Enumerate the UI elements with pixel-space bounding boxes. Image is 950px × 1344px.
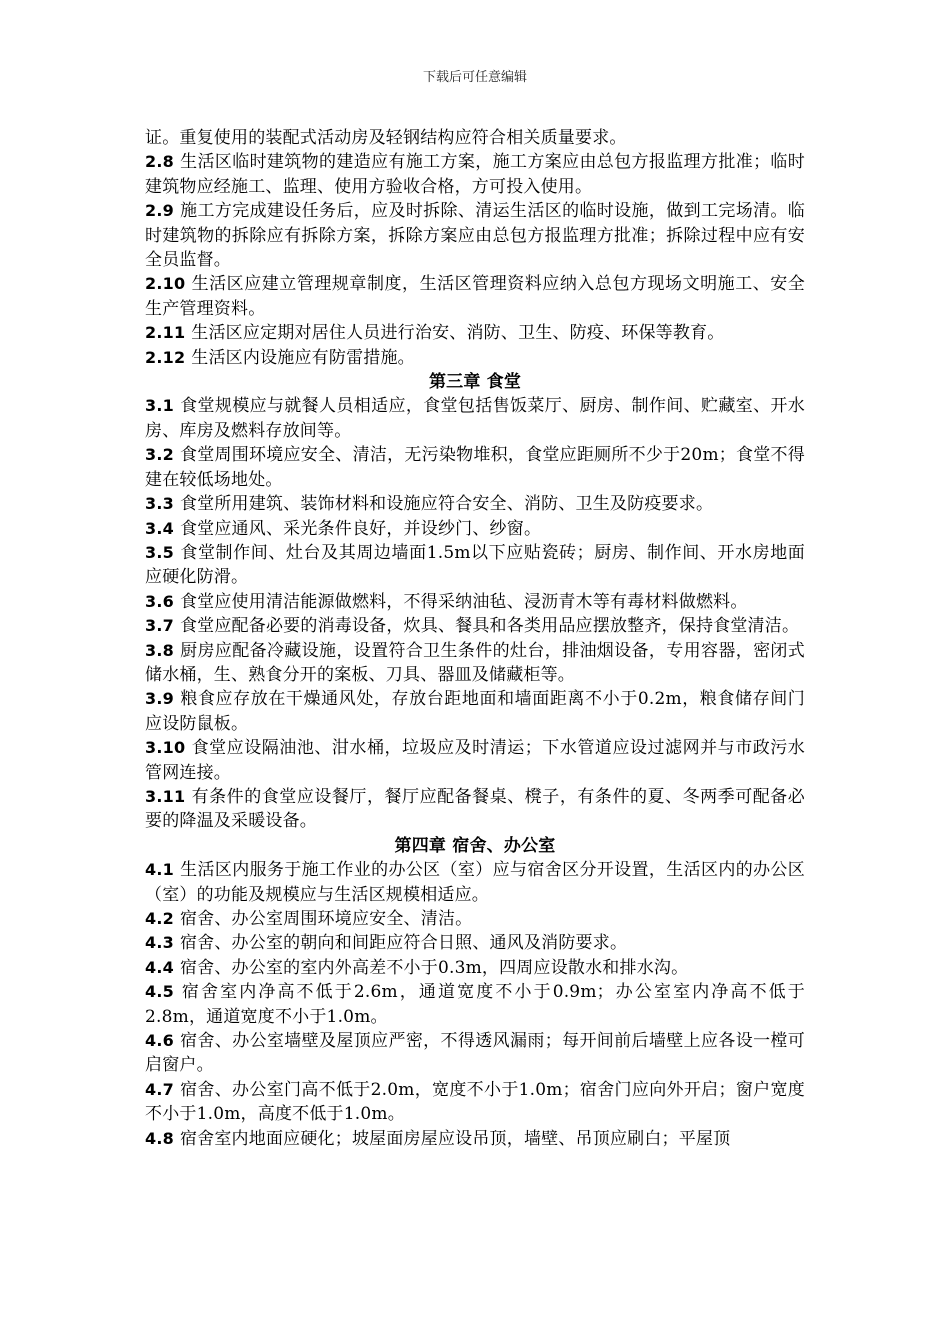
clause-paragraph xyxy=(145,394,805,443)
clause-paragraph xyxy=(145,126,805,150)
page-header: 下载后可任意编辑 xyxy=(422,70,527,85)
clause-text: 厨房应配备冷藏设施，设置符合卫生条件的灶台，排油烟设备，专用容器，密闭式储水桶，生、熟食分开的案板、刀具、器皿及储藏柜等。 xyxy=(145,640,805,685)
clause-number: 2.12 xyxy=(145,347,186,367)
clause-paragraph xyxy=(145,1078,805,1127)
clause-number: 4.5 xyxy=(145,982,174,1002)
clause-paragraph xyxy=(145,492,805,516)
clause-paragraph xyxy=(145,199,805,272)
clause-paragraph xyxy=(145,785,805,834)
clause-number: 3.10 xyxy=(145,738,186,758)
clause-text: 生活区内设施应有防雷措施。 xyxy=(191,347,415,368)
clause-number: 3.11 xyxy=(145,786,186,806)
clause-text: 食堂应配备必要的消毒设备，炊具、餐具和各类用品应摆放整齐，保持食堂清洁。 xyxy=(179,616,800,637)
clause-paragraph xyxy=(145,517,805,541)
clause-number: 3.4 xyxy=(145,518,174,538)
clause-paragraph xyxy=(145,687,805,736)
clause-paragraph xyxy=(145,150,805,199)
clause-paragraph xyxy=(145,956,805,980)
clause-paragraph xyxy=(145,614,805,638)
clause-paragraph xyxy=(145,1127,805,1151)
chapter-heading: 第三章 食堂 xyxy=(428,372,522,393)
clause-text: 宿舍、办公室门高不低于2.0m，宽度不小于1.0m；宿舍门应向外开启；窗户宽度不小于1.0m，高度不低于1.0m。 xyxy=(145,1079,805,1125)
clause-number: 2.9 xyxy=(145,201,174,221)
clause-paragraph xyxy=(145,639,805,688)
clause-paragraph xyxy=(145,272,805,321)
clause-number: 4.2 xyxy=(145,909,174,928)
clause-text: 宿舍、办公室的朝向和间距应符合日照、通风及消防要求。 xyxy=(179,933,628,954)
clause-text: 宿舍室内净高不低于2.6m，通道宽度不小于0.9m；办公室室内净高不低于2.8m，通道宽度不小于1.0m。 xyxy=(145,982,805,1027)
clause-number: 4.6 xyxy=(145,1031,174,1051)
clause-paragraph xyxy=(145,858,805,907)
clause-text: 宿舍室内地面应硬化；坡屋面房屋应设吊顶，墙壁、吊顶应刷白；平屋顶 xyxy=(179,1128,731,1149)
clause-number: 3.7 xyxy=(145,616,174,636)
clause-text: 食堂周围环境应安全、清洁，无污染物堆积，食堂应距厕所不少于20m；食堂不得建在较低场地处。 xyxy=(145,445,805,490)
clause-paragraph xyxy=(145,1029,805,1078)
clause-text: 食堂应设隔油池、泔水桶，垃圾应及时清运；下水管道应设过滤网并与市政污水管网连接。 xyxy=(145,738,805,783)
clause-paragraph xyxy=(145,931,805,955)
clause-text: 生活区应定期对居住人员进行治安、消防、卫生、防疫、环保等教育。 xyxy=(191,323,725,344)
clause-text: 食堂应使用清洁能源做燃料，不得采纳油毡、浸沥青木等有毒材料做燃料。 xyxy=(179,591,748,612)
clause-number: 3.6 xyxy=(145,591,174,611)
clause-text: 证。重复使用的装配式活动房及轻钢结构应符合相关质量要求。 xyxy=(145,128,627,148)
clause-text: 食堂所用建筑、装饰材料和设施应符合安全、消防、卫生及防疫要求。 xyxy=(179,494,714,515)
clause-number: 2.11 xyxy=(145,323,186,343)
clause-paragraph xyxy=(145,443,805,492)
clause-paragraph xyxy=(145,321,805,345)
clause-text: 施工方完成建设任务后，应及时拆除、清运生活区的临时设施，做到工完场清。临时建筑物的拆除应有拆除方案，拆除方案应由总包方报监理方批准；拆除过程中应有安全员监督。 xyxy=(145,201,805,271)
clause-text: 生活区临时建筑物的建造应有施工方案，施工方案应由总包方报监理方批准；临时建筑物应经施工、监理、使用方验收合格，方可投入使用。 xyxy=(145,152,805,197)
clause-paragraph xyxy=(145,907,805,931)
clause-text: 宿舍、办公室的室内外高差不小于0.3m，四周应设散水和排水沟。 xyxy=(179,957,689,978)
clause-text: 生活区应建立管理规章制度，生活区管理资料应纳入总包方现场文明施工、安全生产管理资料。 xyxy=(145,274,805,319)
clause-number: 2.8 xyxy=(145,152,174,172)
clause-paragraph xyxy=(145,980,805,1029)
clause-paragraph xyxy=(145,346,805,370)
clause-number: 3.1 xyxy=(145,396,174,416)
clause-text: 粮食应存放在干燥通风处，存放台距地面和墙面距离不小于0.2m，粮食储存间门应设防鼠板。 xyxy=(145,689,805,734)
clause-text: 生活区内服务于施工作业的办公区（室）应与宿舍区分开设置，生活区内的办公区（室）的功能及规模应与生活区规模相适应。 xyxy=(145,860,805,905)
clause-text: 食堂规模应与就餐人员相适应，食堂包括售饭菜厅、厨房、制作间、贮藏室、开水房、库房及燃料存放间等。 xyxy=(145,396,805,441)
clause-number: 3.9 xyxy=(145,689,174,709)
clause-paragraph xyxy=(145,736,805,785)
clause-number: 3.5 xyxy=(145,542,174,562)
clause-number: 4.1 xyxy=(145,860,174,880)
clause-paragraph xyxy=(145,541,805,590)
clause-number: 4.8 xyxy=(145,1128,174,1148)
clause-text: 食堂应通风、采光条件良好，并设纱门、纱窗。 xyxy=(179,518,542,539)
clause-number: 4.3 xyxy=(145,933,174,953)
clause-number: 3.3 xyxy=(145,494,174,514)
chapter-heading: 第四章 宿舍、办公室 xyxy=(394,835,556,856)
clause-number: 3.8 xyxy=(145,640,174,660)
clause-text: 有条件的食堂应设餐厅，餐厅应配备餐桌、櫈子，有条件的夏、冬两季可配备必要的降温及采暖设备。 xyxy=(145,786,805,832)
clause-number: 4.7 xyxy=(145,1079,174,1099)
clause-number: 3.2 xyxy=(145,445,174,465)
clause-number: 2.10 xyxy=(145,274,186,294)
document-body xyxy=(145,126,805,1151)
clause-text: 食堂制作间、灶台及其周边墙面1.5m以下应贴瓷砖；厨房、制作间、开水房地面应硬化防滑。 xyxy=(145,542,805,588)
clause-text: 宿舍、办公室周围环境应安全、清洁。 xyxy=(179,909,473,929)
clause-number: 4.4 xyxy=(145,957,174,977)
clause-paragraph xyxy=(145,590,805,614)
clause-text: 宿舍、办公室墙壁及屋顶应严密，不得透风漏雨；每开间前后墙壁上应各设一樘可启窗户。 xyxy=(145,1031,805,1076)
